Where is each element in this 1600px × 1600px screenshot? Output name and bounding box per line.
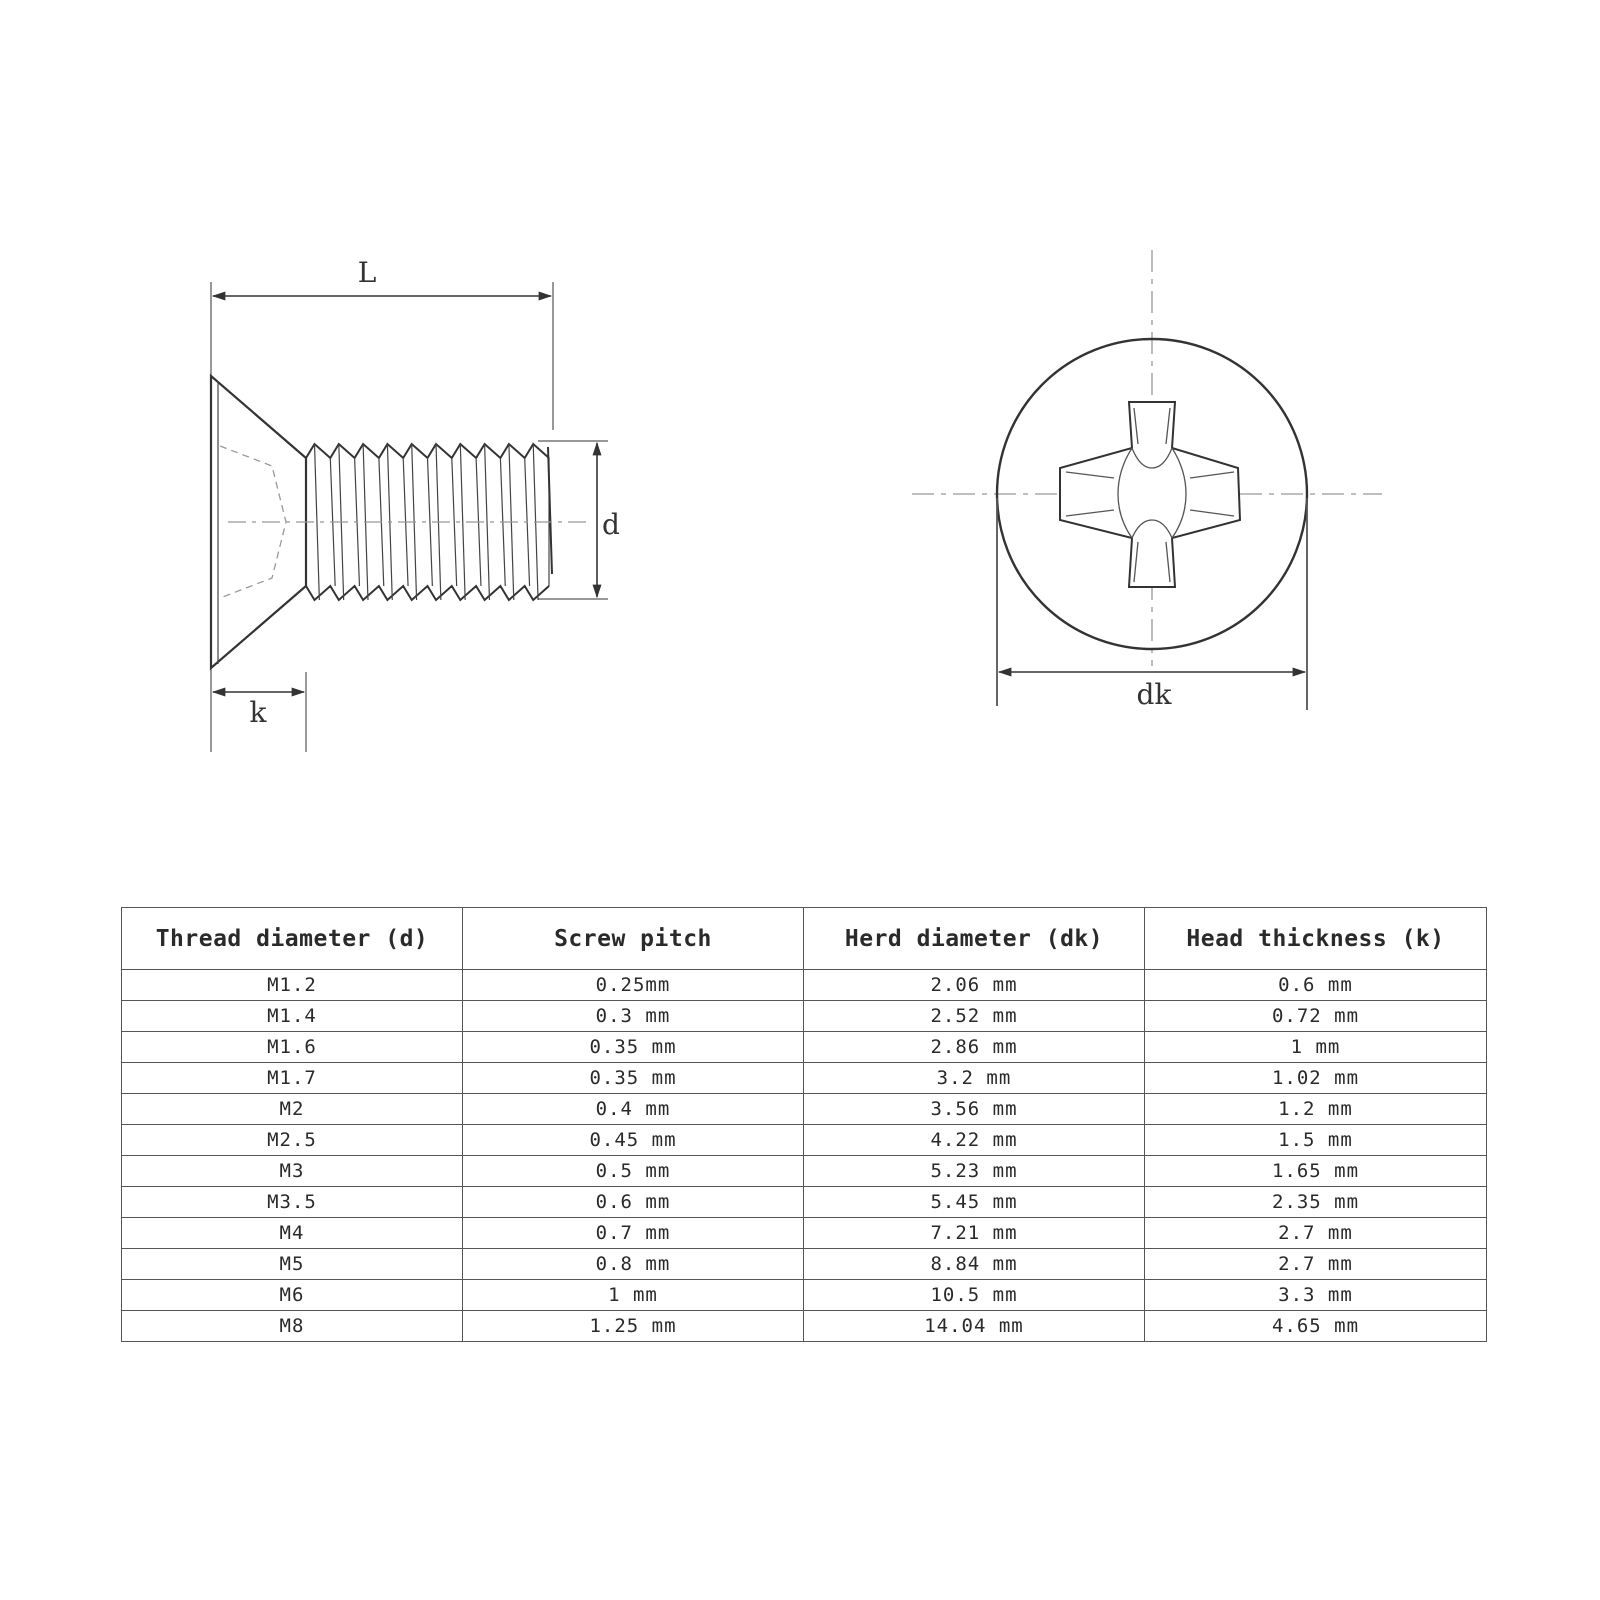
cell-thread-diameter: M1.7 [122, 1063, 463, 1094]
cell-head-diameter: 2.86 mm [804, 1032, 1145, 1063]
cell-screw-pitch: 1 mm [463, 1280, 804, 1311]
table-row [122, 1032, 1487, 1063]
cell-head-thickness: 1.65 mm [1145, 1156, 1487, 1187]
cell-head-thickness: 2.7 mm [1145, 1218, 1487, 1249]
cell-head-thickness: 0.6 mm [1145, 970, 1487, 1001]
length-label: L [357, 256, 377, 289]
cell-head-diameter: 8.84 mm [804, 1249, 1145, 1280]
cell-thread-diameter: M2 [122, 1094, 463, 1125]
cell-head-thickness: 1.02 mm [1145, 1063, 1487, 1094]
cell-head-diameter: 10.5 mm [804, 1280, 1145, 1311]
cell-head-thickness: 4.65 mm [1145, 1311, 1487, 1342]
header-screw-pitch: Screw pitch [463, 908, 804, 970]
header-thread-diameter: Thread diameter (d) [122, 908, 463, 970]
table-row [122, 1156, 1487, 1187]
table-row [122, 1125, 1487, 1156]
cell-screw-pitch: 0.7 mm [463, 1218, 804, 1249]
cell-head-diameter: 7.21 mm [804, 1218, 1145, 1249]
table-header-row [122, 908, 1487, 970]
cell-head-thickness: 1.2 mm [1145, 1094, 1487, 1125]
cell-thread-diameter: M1.2 [122, 970, 463, 1001]
cell-thread-diameter: M4 [122, 1218, 463, 1249]
cell-head-thickness: 1.5 mm [1145, 1125, 1487, 1156]
cell-screw-pitch: 0.6 mm [463, 1187, 804, 1218]
cell-screw-pitch: 0.8 mm [463, 1249, 804, 1280]
cell-thread-diameter: M2.5 [122, 1125, 463, 1156]
cell-thread-diameter: M6 [122, 1280, 463, 1311]
cell-thread-diameter: M3.5 [122, 1187, 463, 1218]
cell-head-diameter: 4.22 mm [804, 1125, 1145, 1156]
cell-thread-diameter: M5 [122, 1249, 463, 1280]
screw-head-side [211, 376, 306, 668]
table-row [122, 1280, 1487, 1311]
table-row [122, 1311, 1487, 1342]
cell-screw-pitch: 0.35 mm [463, 1063, 804, 1094]
cell-head-diameter: 5.45 mm [804, 1187, 1145, 1218]
side-view [211, 256, 620, 752]
cell-thread-diameter: M8 [122, 1311, 463, 1342]
head-thickness-label: k [249, 696, 267, 729]
cell-thread-diameter: M1.4 [122, 1001, 463, 1032]
cell-head-thickness: 0.72 mm [1145, 1001, 1487, 1032]
cell-head-diameter: 3.2 mm [804, 1063, 1145, 1094]
cell-screw-pitch: 0.3 mm [463, 1001, 804, 1032]
table-row [122, 1249, 1487, 1280]
cell-head-thickness: 2.35 mm [1145, 1187, 1487, 1218]
cell-head-diameter: 2.06 mm [804, 970, 1145, 1001]
table-row [122, 1218, 1487, 1249]
cell-screw-pitch: 0.4 mm [463, 1094, 804, 1125]
cell-thread-diameter: M1.6 [122, 1032, 463, 1063]
screw-spec-table [121, 907, 1487, 1342]
phillips-recess-icon [1060, 402, 1240, 587]
diameter-label: d [602, 508, 620, 541]
table-row [122, 1094, 1487, 1125]
cell-head-diameter: 2.52 mm [804, 1001, 1145, 1032]
cell-screw-pitch: 1.25 mm [463, 1311, 804, 1342]
cell-thread-diameter: M3 [122, 1156, 463, 1187]
header-head-thickness: Head thickness (k) [1145, 908, 1487, 970]
table-row [122, 1187, 1487, 1218]
table-row [122, 1001, 1487, 1032]
table-row [122, 1063, 1487, 1094]
head-diameter-label: dk [1136, 678, 1172, 711]
cell-head-diameter: 14.04 mm [804, 1311, 1145, 1342]
cell-head-thickness: 2.7 mm [1145, 1249, 1487, 1280]
cell-screw-pitch: 0.25mm [463, 970, 804, 1001]
top-view [912, 250, 1382, 711]
table-row [122, 970, 1487, 1001]
header-head-diameter: Herd diameter (dk) [804, 908, 1145, 970]
cell-screw-pitch: 0.5 mm [463, 1156, 804, 1187]
cell-head-thickness: 1 mm [1145, 1032, 1487, 1063]
cell-head-diameter: 5.23 mm [804, 1156, 1145, 1187]
cell-head-thickness: 3.3 mm [1145, 1280, 1487, 1311]
cell-screw-pitch: 0.35 mm [463, 1032, 804, 1063]
cell-screw-pitch: 0.45 mm [463, 1125, 804, 1156]
cell-head-diameter: 3.56 mm [804, 1094, 1145, 1125]
